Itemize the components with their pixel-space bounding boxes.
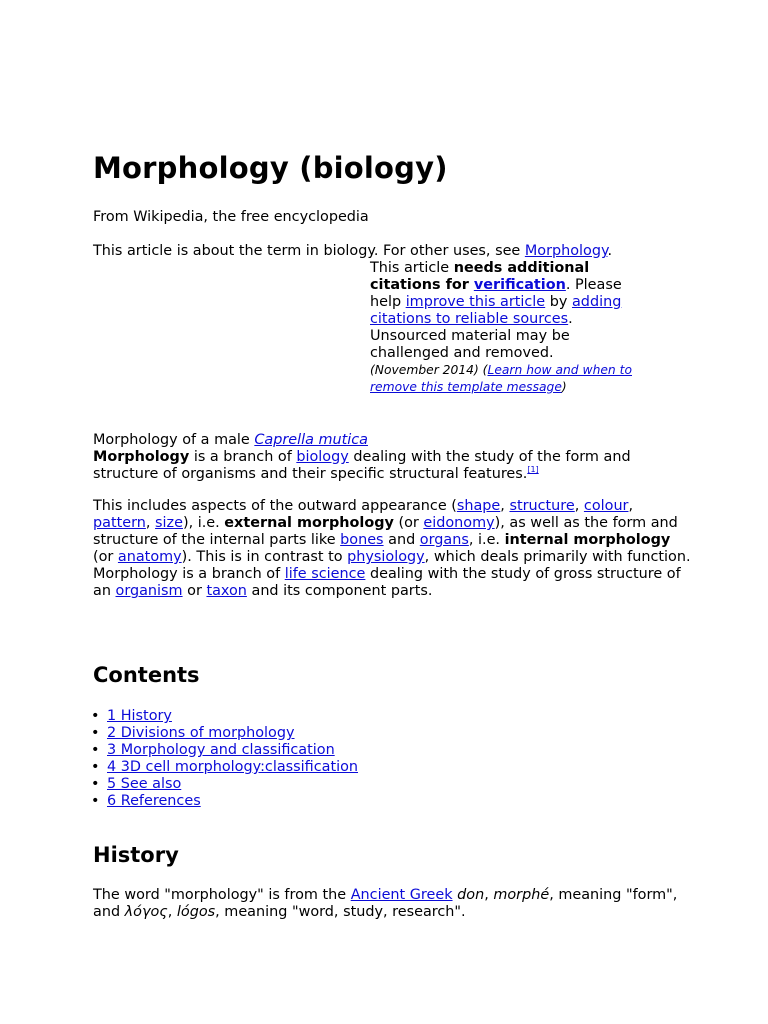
greek-term: morphé <box>493 887 550 903</box>
colour-link[interactable]: colour <box>583 498 629 514</box>
bones-link[interactable]: bones <box>340 532 384 548</box>
physiology-link[interactable]: physiology <box>347 549 425 565</box>
greek-term: λόγος <box>124 904 168 920</box>
p1-bold: Morphology <box>93 449 190 465</box>
taxon-link[interactable]: taxon <box>206 583 247 599</box>
toc-link-history[interactable]: 1 History <box>107 708 172 724</box>
hatnote-morphology-link[interactable]: Morphology <box>524 243 608 259</box>
toc-link-see-also[interactable]: 5 See also <box>107 776 182 792</box>
p2-text: ), as well as the form and structure of the internal parts like <box>93 515 678 548</box>
history-text: , meaning "word, study, research". <box>215 904 466 920</box>
hatnote-text: This article is about the term in biology. For other uses, see <box>93 243 525 259</box>
p2-text: and its component parts. <box>246 583 433 599</box>
toc-link-classification[interactable]: 3 Morphology and classification <box>107 742 335 758</box>
adding-citations-link[interactable]: adding citations to reliable sources <box>370 294 622 327</box>
p2-text: This includes aspects of the outward appearance ( <box>93 498 457 514</box>
p2-text: , i.e. <box>468 532 505 548</box>
toc-link-references[interactable]: 6 References <box>107 793 201 809</box>
p2-text: (or <box>393 515 424 531</box>
pattern-link[interactable]: pattern <box>93 515 146 531</box>
internal-morphology-term: internal morphology <box>504 532 671 548</box>
ambox-text-1: This article <box>370 260 454 276</box>
bullet: • <box>91 776 100 792</box>
hatnote <box>93 242 612 260</box>
ambox-date-text: (November 2014) ( <box>370 363 488 377</box>
verification-link[interactable]: verification <box>473 277 566 293</box>
p2-text: , <box>500 498 510 514</box>
toc-link-3d-cell[interactable]: 4 3D cell morphology:classification <box>107 759 359 775</box>
p2-text: , <box>574 498 584 514</box>
bullet: • <box>91 725 100 741</box>
caprella-mutica-link[interactable]: Caprella mutica <box>254 432 368 448</box>
p2-text: dealing with the study of gross structure of an <box>93 566 681 599</box>
external-morphology-term: external morphology <box>224 515 394 531</box>
ambox-text-3: by <box>545 294 572 310</box>
biology-link[interactable]: biology <box>296 449 349 465</box>
toc-item <box>93 759 358 776</box>
p2-text: , which deals primarily with function. Morphology is a branch of <box>93 549 691 582</box>
improve-article-link[interactable]: improve this article <box>405 294 546 310</box>
p2-text: , <box>628 498 634 514</box>
ambox-date-end: ) <box>561 380 567 394</box>
greek-term: lógos <box>176 904 216 920</box>
intro-paragraph <box>93 449 693 483</box>
bullet: • <box>91 793 100 809</box>
ambox-date <box>370 363 632 394</box>
history-paragraph <box>93 887 693 921</box>
bullet: • <box>91 759 100 775</box>
history-text: , <box>484 887 494 903</box>
image-caption <box>93 432 368 449</box>
hatnote-end: . <box>607 243 613 259</box>
remove-template-link[interactable]: Learn how and when to remove this template message <box>370 363 632 394</box>
toc-link-divisions[interactable]: 2 Divisions of morphology <box>107 725 295 741</box>
toc-item <box>93 793 358 810</box>
p2-text: , <box>145 515 156 531</box>
bullet: • <box>91 708 100 724</box>
history-heading: History <box>93 843 179 867</box>
structure-link[interactable]: structure <box>509 498 575 514</box>
p2-text: (or <box>93 549 118 565</box>
ambox-text-4: . Unsourced material may be challenged and removed. <box>370 311 573 361</box>
caption-text: Morphology of a male <box>93 432 255 448</box>
page-title: Morphology (biology) <box>93 151 448 185</box>
second-paragraph <box>93 498 693 600</box>
bullet: • <box>91 742 100 758</box>
organism-link[interactable]: organism <box>115 583 183 599</box>
history-text: The word "morphology" is from the <box>93 887 351 903</box>
anatomy-link[interactable]: anatomy <box>117 549 182 565</box>
toc-item <box>93 708 358 725</box>
reference-1-link[interactable]: [1] <box>527 465 539 475</box>
toc-item <box>93 725 358 742</box>
history-text: , <box>167 904 177 920</box>
life-science-link[interactable]: life science <box>284 566 366 582</box>
ambox-bold: needs additional citations for <box>370 260 590 293</box>
p2-text: or <box>182 583 207 599</box>
p1-text-2: dealing with the study of the form and structure of organisms and their specific structural features. <box>93 449 631 482</box>
tagline: From Wikipedia, the free encyclopedia <box>93 209 369 225</box>
toc-item <box>93 742 358 759</box>
greek-term: don <box>457 887 485 903</box>
ambox-text-2: . Please help <box>370 277 622 310</box>
size-link[interactable]: size <box>155 515 183 531</box>
eidonomy-link[interactable]: eidonomy <box>423 515 495 531</box>
toc-item <box>93 776 358 793</box>
shape-link[interactable]: shape <box>456 498 501 514</box>
p2-text: ). This is in contrast to <box>181 549 348 565</box>
citation-notice <box>370 260 645 396</box>
p1-text-1: is a branch of <box>189 449 297 465</box>
organs-link[interactable]: organs <box>419 532 469 548</box>
table-of-contents <box>93 708 358 810</box>
p2-text: ), i.e. <box>182 515 225 531</box>
ancient-greek-link[interactable]: Ancient Greek <box>350 887 453 903</box>
history-text: , meaning "form", and <box>93 887 678 920</box>
p2-text: and <box>383 532 420 548</box>
contents-heading: Contents <box>93 663 200 687</box>
